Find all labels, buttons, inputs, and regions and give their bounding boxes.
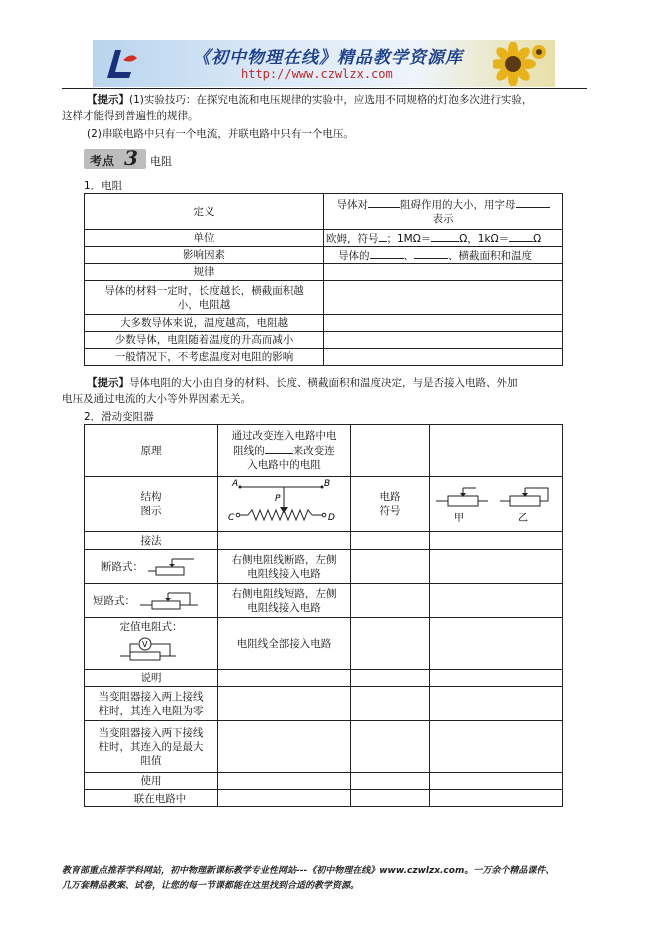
short-circuit-cell (85, 584, 218, 618)
unit-text-a: 欧姆，符号 (326, 232, 379, 245)
rule-1 (85, 281, 324, 315)
unit-label: 单位 (85, 230, 324, 247)
definition-cell (324, 194, 563, 230)
kaodian-badge (84, 146, 146, 170)
blank[interactable] (370, 248, 404, 259)
section-2-heading: 2．滑动变阻器 (84, 411, 154, 423)
rule-1-b: 小，电阻越 (177, 298, 231, 311)
voltmeter-icon: V (142, 639, 148, 649)
rule-2: 大多数导体来说，温度越高，电阻越 (85, 315, 324, 332)
symbol-jia: 甲 (454, 513, 464, 524)
use-label: 使用 (85, 773, 218, 790)
short-desc-a: 右侧电阻线短路，左侧 (231, 587, 337, 600)
wiring-empty-1[interactable] (218, 532, 351, 550)
terminal-d: D (328, 513, 335, 523)
slider-p: P (275, 494, 281, 504)
symbol-label-a: 电路 (379, 491, 401, 503)
series-empty-2[interactable] (351, 790, 430, 807)
principle-label: 原理 (85, 425, 218, 477)
hint-1-line3: (2)串联电路中只有一个电流，并联电路中只有一个电压。 (87, 128, 354, 140)
rule-empty-cell[interactable] (324, 264, 563, 281)
fixed-resistor-cell (85, 618, 218, 670)
blank[interactable] (368, 197, 400, 208)
header-banner (93, 40, 555, 87)
use-empty-3[interactable] (430, 773, 563, 790)
hint-1-line2: 这样才能得到普遍性的规律。 (62, 110, 199, 122)
principle-b: 阻线的 (233, 445, 265, 457)
hint-2-line2: 电压及通过电流的大小等外界因素无关。 (62, 393, 251, 405)
rule-2-answer[interactable] (324, 315, 563, 332)
rule-4: 一般情况下，不考虑温度对电阻的影响 (85, 349, 324, 366)
principle-empty[interactable] (351, 425, 430, 477)
fixed-label: 定值电阻式： (119, 620, 183, 633)
principle-c: 来改变连 (292, 445, 335, 457)
blank[interactable] (379, 231, 387, 242)
fixed-resistor-diagram (116, 634, 186, 664)
open-empty-1[interactable] (351, 550, 430, 584)
note-1 (85, 687, 218, 721)
note-1-b: 柱时，其连入电阻为零 (98, 704, 204, 717)
hint-1-label: 【提示】 (87, 94, 129, 106)
wiring-label: 接法 (85, 532, 218, 550)
note-empty-2[interactable] (351, 670, 430, 687)
fixed-desc: 电阻线全部接入电路 (218, 618, 351, 670)
note-1-empty-2[interactable] (351, 687, 430, 721)
use-empty-2[interactable] (351, 773, 430, 790)
use-empty-1[interactable] (218, 773, 351, 790)
principle-d: 入电路中的电阻 (247, 459, 321, 471)
blank[interactable] (516, 197, 550, 208)
definition-text-b: 阻碍作用的大小，用字母 (400, 199, 516, 211)
blank[interactable] (509, 231, 533, 242)
factors-cell (324, 247, 563, 264)
definition-text-a: 导体对 (336, 199, 368, 211)
structure-label (85, 477, 218, 532)
blank[interactable] (265, 443, 293, 454)
rule-1-a: 导体的材料一定时，长度越长，横截面积越 (104, 284, 304, 297)
factors-text-b: 、 (403, 249, 414, 262)
short-empty-1[interactable] (351, 584, 430, 618)
series-empty-1[interactable] (218, 790, 351, 807)
structure-label-a: 结构 (140, 491, 162, 503)
principle-a: 通过改变连入电路中电 (231, 430, 337, 442)
unit-text-d: Ω＝ (490, 232, 510, 245)
note-2-b: 柱时，其连入的是最大 (98, 740, 204, 753)
factors-text-a: 导体的 (338, 249, 370, 262)
open-desc-b: 电阻线接入电路 (247, 567, 321, 580)
open-circuit-cell (85, 550, 218, 584)
hint-1 (62, 92, 602, 108)
definition-label: 定义 (85, 194, 324, 230)
hint-2-label: 【提示】 (87, 377, 129, 389)
principle-cell (218, 425, 351, 477)
header-rule (62, 88, 587, 89)
kaodian-title: 电阻 (150, 155, 172, 168)
hint-2 (62, 375, 602, 391)
kaodian-number: 3 (124, 146, 138, 170)
open-circuit-diagram (146, 555, 198, 579)
unit-cell (324, 230, 563, 247)
rheostat-symbols (430, 477, 560, 527)
unit-text-c: Ω，1k (459, 232, 491, 245)
note-2-a: 当变阻器接入两下接线 (98, 726, 204, 739)
wiring-empty-3[interactable] (430, 532, 563, 550)
note-2-empty-1[interactable] (218, 721, 351, 773)
kaodian-label: 考点 (90, 154, 115, 168)
rule-label: 规律 (85, 264, 324, 281)
open-desc-a: 右侧电阻线断路，左侧 (231, 553, 337, 566)
factors-text-c: 、横截面积和温度 (448, 249, 532, 262)
symbol-yi: 乙 (518, 513, 528, 524)
site-logo-icon (101, 44, 141, 84)
short-empty-2[interactable] (430, 584, 563, 618)
terminal-b: B (324, 479, 331, 489)
note-2 (85, 721, 218, 773)
sunflower-icon (493, 42, 549, 86)
short-desc (218, 584, 351, 618)
open-label: 断路式： (101, 560, 143, 573)
factors-label: 影响因素 (85, 247, 324, 264)
note-2-empty-3[interactable] (430, 721, 563, 773)
structure-diagram-cell (218, 477, 351, 532)
principle-empty-2[interactable] (430, 425, 563, 477)
open-desc (218, 550, 351, 584)
wiring-empty-2[interactable] (351, 532, 430, 550)
rule-4-answer[interactable] (324, 349, 563, 366)
series-empty-3[interactable] (430, 790, 563, 807)
rule-3-answer[interactable] (324, 332, 563, 349)
hint-2-line1: 导体电阻的大小由自身的材料、长度、横截面积和温度决定，与是否接入电路、外加 (129, 377, 518, 389)
terminal-c: C (228, 513, 235, 523)
terminal-a: A (232, 479, 239, 489)
fixed-empty-1[interactable] (351, 618, 430, 670)
short-circuit-diagram (138, 589, 204, 613)
section-1-heading: 1．电阻 (84, 180, 123, 192)
blank[interactable] (414, 248, 448, 259)
rheostat-table (84, 424, 563, 807)
banner-title: 《初中物理在线》精品教学资源库 (193, 48, 463, 68)
short-label: 短路式： (93, 594, 135, 607)
resistance-table (84, 193, 563, 366)
structure-label-b: 图示 (140, 505, 162, 517)
note-label: 说明 (85, 670, 218, 687)
note-1-a: 当变阻器接入两上接线 (98, 690, 204, 703)
blank[interactable] (431, 231, 459, 242)
note-1-empty-3[interactable] (430, 687, 563, 721)
rule-3: 少数导体，电阻随着温度的升高而减小 (85, 332, 324, 349)
note-empty-3[interactable] (430, 670, 563, 687)
note-2-empty-2[interactable] (351, 721, 430, 773)
hint-1-line1: (1)实验技巧：在探究电流和电压规律的实验中，应选用不同规格的灯泡多次进行实验， (129, 94, 533, 106)
use-series (85, 790, 218, 807)
page-footer (62, 864, 602, 894)
footer-line-2: 几万套精品教案、试卷，让您的每一节课都能在这里找到合适的教学资源。 (62, 881, 360, 891)
fixed-empty-2[interactable] (430, 618, 563, 670)
banner-url[interactable]: http://www.czwlzx.com (241, 67, 393, 81)
use-series-text: 联在电路中 (133, 792, 187, 805)
symbol-cell (430, 477, 563, 532)
footer-line-1: 教育部重点推荐学科网站，初中物理新课标教学专业性网站---《初中物理在线》www.czwlzx.com。一万余个精品课件、 (62, 866, 555, 876)
open-empty-2[interactable] (430, 550, 563, 584)
unit-text-e: Ω (533, 232, 542, 245)
unit-text-b: ；1MΩ＝ (386, 232, 432, 245)
symbol-label-b: 符号 (379, 505, 401, 517)
note-1-empty-1[interactable] (218, 687, 351, 721)
symbol-label (351, 477, 430, 532)
note-2-c: 阻值 (140, 754, 162, 767)
rule-1-answer[interactable] (324, 281, 563, 315)
note-empty-1[interactable] (218, 670, 351, 687)
definition-text-c: 表示 (432, 213, 454, 225)
rheostat-structure-diagram (218, 477, 348, 527)
short-desc-b: 电阻线接入电路 (247, 601, 321, 614)
